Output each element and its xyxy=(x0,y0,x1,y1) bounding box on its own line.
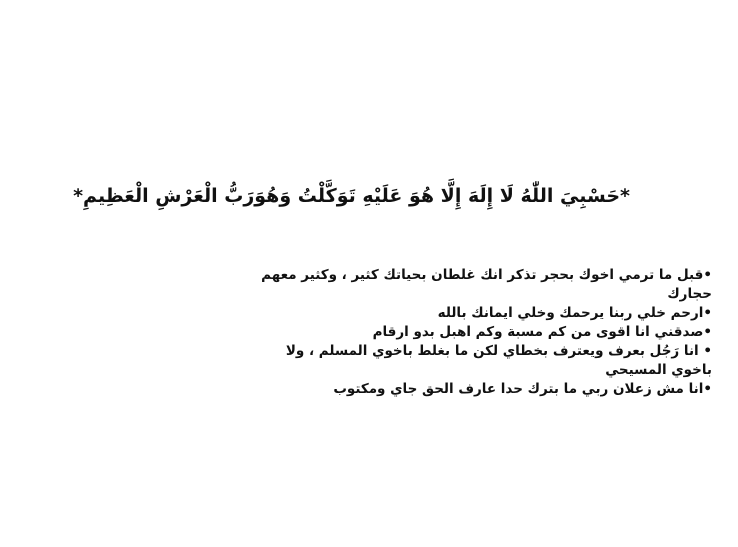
list-item: •صدقني انا اقوى من كم مسبة وكم اهبل بدو ارقام xyxy=(372,324,712,340)
list-item: •قبل ما ترمي اخوك بحجر تذكر انك غلطان بحياتك كثير ، وكثير معهم حجارك xyxy=(261,267,712,302)
verse-line: *حَسْبِيَ اللّٰهُ لَا إِلَهَ إِلَّا هُوَ عَلَيْهِ تَوَكَّلْتُ وَهُوَرَبُّ الْعَرْشِ الْعَظِيمِ* xyxy=(73,185,630,207)
list-item: • انا رَجُل بعرف ويعترف بخطاي لكن ما بغلط باخوي المسلم ، ولا باخوي المسيحي xyxy=(285,343,712,378)
list-item: •انا مش زعلان ربي ما بترك حدا عارف الحق جاي ومكتوب xyxy=(333,381,712,397)
list-item: •ارحم خلي ربنا يرحمك وخلي ايمانك بالله xyxy=(437,305,712,321)
bullet-list xyxy=(250,266,712,399)
